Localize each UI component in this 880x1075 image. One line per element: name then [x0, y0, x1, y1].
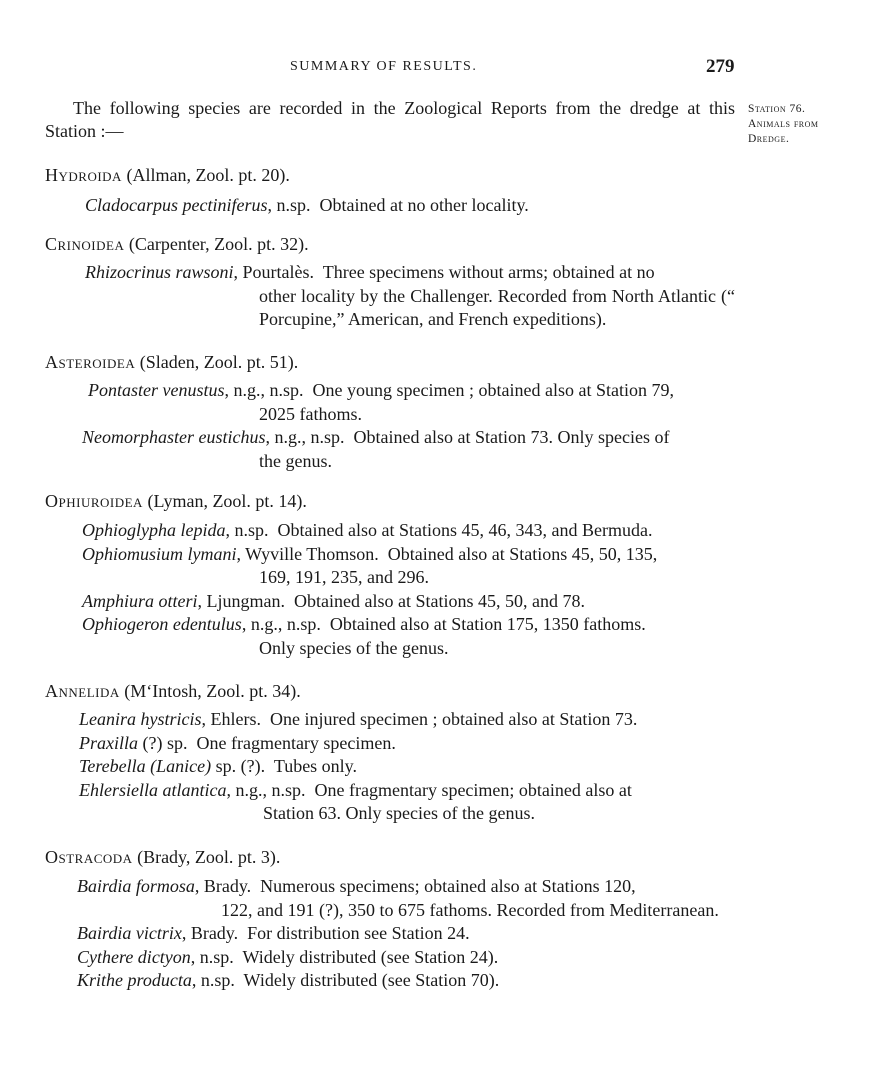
- group-reference: (Carpenter, Zool. pt. 32).: [128, 234, 309, 254]
- species-note: One fragmentary specimen.: [196, 732, 396, 753]
- species-note: Numerous specimens; obtained also at Stations 120,: [260, 876, 636, 896]
- group-name: Hydroida: [45, 165, 122, 185]
- species-note: Obtained also at Stations 45, 50, and 78.: [294, 590, 585, 611]
- species-note: Obtained at no other locality.: [319, 195, 529, 215]
- species-authority: (?) sp.: [138, 732, 188, 753]
- species-name: Cladocarpus pectiniferus: [85, 195, 268, 215]
- species-authority: , Ljungman.: [197, 590, 285, 611]
- species-entry: [45, 379, 735, 426]
- group-reference: (Brady, Zool. pt. 3).: [137, 847, 281, 867]
- group-name: Crinoidea: [45, 234, 125, 254]
- species-note-continued: 122, and 191 (?), 350 to 675 fathoms. Recorded from Mediterranean.: [221, 899, 719, 920]
- species-entry: [45, 732, 735, 756]
- species-note-continued: other locality by the Challenger. Recorded from North Atlantic (“ Porcupine,” American, and French expeditions).: [259, 285, 735, 329]
- species-name: Krithe producta: [77, 970, 192, 990]
- group-reference: (Lyman, Zool. pt. 14).: [147, 491, 307, 511]
- species-name: Ophioglypha lepida: [82, 520, 226, 540]
- species-note-continued: 2025 fathoms.: [259, 403, 362, 424]
- species-entry: [45, 779, 735, 826]
- species-authority: , Brady.: [181, 923, 239, 943]
- intro-paragraph: The following species are recorded in the Zoological Reports from the dredge at this Station :—: [45, 98, 735, 141]
- group-name: Ophiuroidea: [45, 491, 143, 511]
- species-authority: sp. (?).: [211, 756, 266, 776]
- species-entry: [45, 755, 735, 779]
- species-entry: [45, 590, 735, 614]
- species-name: Amphiura otteri: [82, 590, 198, 611]
- section-crinoidea: [45, 233, 745, 332]
- species-name: Praxilla: [79, 732, 138, 753]
- species-entry: [45, 946, 735, 970]
- species-note: Tubes only.: [273, 756, 358, 776]
- running-title: SUMMARY OF RESULTS.: [290, 59, 478, 74]
- species-note: Obtained also at Station 73. Only species of: [353, 427, 670, 447]
- species-authority: , n.g., n.sp.: [265, 427, 345, 447]
- section-ostracoda: [45, 846, 745, 993]
- species-name: Leanira hystricis: [79, 709, 202, 729]
- section-ophiuroidea: [45, 490, 745, 660]
- group-heading: [45, 351, 745, 374]
- species-entry: [45, 875, 735, 922]
- species-name: Cythere dictyon: [77, 946, 191, 967]
- species-name: Ophiogeron edentulus: [82, 614, 242, 634]
- group-heading: [45, 680, 745, 703]
- species-name: Terebella (Lanice): [79, 756, 212, 776]
- group-reference: (Allman, Zool. pt. 20).: [126, 165, 290, 185]
- species-name: Rhizocrinus rawsoni: [85, 262, 234, 282]
- species-note-continued: Station 63. Only species of the genus.: [263, 803, 535, 823]
- group-reference: (Sladen, Zool. pt. 51).: [139, 352, 299, 372]
- species-authority: , n.sp.: [225, 520, 269, 540]
- group-heading: [45, 846, 745, 869]
- species-entry: [45, 969, 735, 993]
- species-entry: [45, 519, 735, 543]
- species-note-continued: the genus.: [259, 450, 332, 471]
- species-name: Bairdia victrix: [77, 923, 182, 943]
- species-authority: , n.sp.: [191, 970, 235, 990]
- species-authority: , Ehlers.: [201, 709, 261, 729]
- species-name: Ehlersiella atlantica: [79, 779, 227, 800]
- species-name: Bairdia formosa: [77, 876, 195, 896]
- page-number: 279: [706, 56, 735, 77]
- species-name: Ophiomusium lymani: [82, 543, 237, 564]
- species-entry: [45, 261, 735, 332]
- species-name: Neomorphaster eustichus: [82, 427, 266, 447]
- section-asteroidea: [45, 351, 745, 473]
- group-name: Annelida: [45, 681, 120, 701]
- species-entry: [45, 194, 735, 218]
- species-authority: , Pourtalès.: [233, 262, 315, 282]
- species-entry: [45, 708, 735, 732]
- species-entry: [45, 426, 735, 473]
- species-entry: [45, 613, 735, 660]
- species-note: One young specimen ; obtained also at Station 79,: [312, 380, 674, 400]
- species-note-continued: Only species of the genus.: [259, 637, 449, 658]
- species-note: For distribution see Station 24.: [247, 923, 470, 943]
- species-authority: , n.g., n.sp.: [226, 779, 306, 800]
- running-head: [0, 56, 880, 80]
- group-heading: [45, 490, 745, 513]
- species-authority: , Wyville Thomson.: [236, 543, 379, 564]
- species-entry: [45, 543, 735, 590]
- species-note: Widely distributed (see Station 70).: [243, 970, 500, 990]
- species-authority: , n.g., n.sp.: [224, 380, 304, 400]
- group-name: Ostracoda: [45, 847, 133, 867]
- species-note: One injured specimen ; obtained also at Station 73.: [270, 709, 638, 729]
- group-reference: (M‘Intosh, Zool. pt. 34).: [124, 681, 301, 701]
- species-note: Widely distributed (see Station 24).: [242, 946, 499, 967]
- section-annelida: [45, 680, 745, 826]
- species-note: Three specimens without arms; obtained at no: [322, 262, 655, 282]
- species-note: One fragmentary specimen; obtained also at: [314, 779, 632, 800]
- margin-note-line: Dredge.: [748, 133, 790, 145]
- species-note: Obtained also at Station 175, 1350 fathoms.: [329, 614, 646, 634]
- species-authority: , n.sp.: [190, 946, 234, 967]
- species-entry: [45, 922, 735, 946]
- species-note: Obtained also at Stations 45, 50, 135,: [387, 543, 658, 564]
- species-note-continued: 169, 191, 235, and 296.: [259, 567, 429, 587]
- species-note: Obtained also at Stations 45, 46, 343, and Bermuda.: [277, 520, 653, 540]
- species-authority: , Brady.: [194, 876, 252, 896]
- margin-note: [748, 102, 868, 147]
- group-heading: [45, 164, 745, 187]
- section-hydroida: [45, 164, 745, 218]
- species-authority: , n.sp.: [267, 195, 311, 215]
- group-name: Asteroidea: [45, 352, 136, 372]
- species-authority: , n.g., n.sp.: [241, 614, 321, 634]
- group-heading: [45, 233, 745, 256]
- species-name: Pontaster venustus: [88, 380, 225, 400]
- margin-note-line: Station 76.: [748, 103, 806, 115]
- margin-note-line: Animals from: [748, 118, 819, 130]
